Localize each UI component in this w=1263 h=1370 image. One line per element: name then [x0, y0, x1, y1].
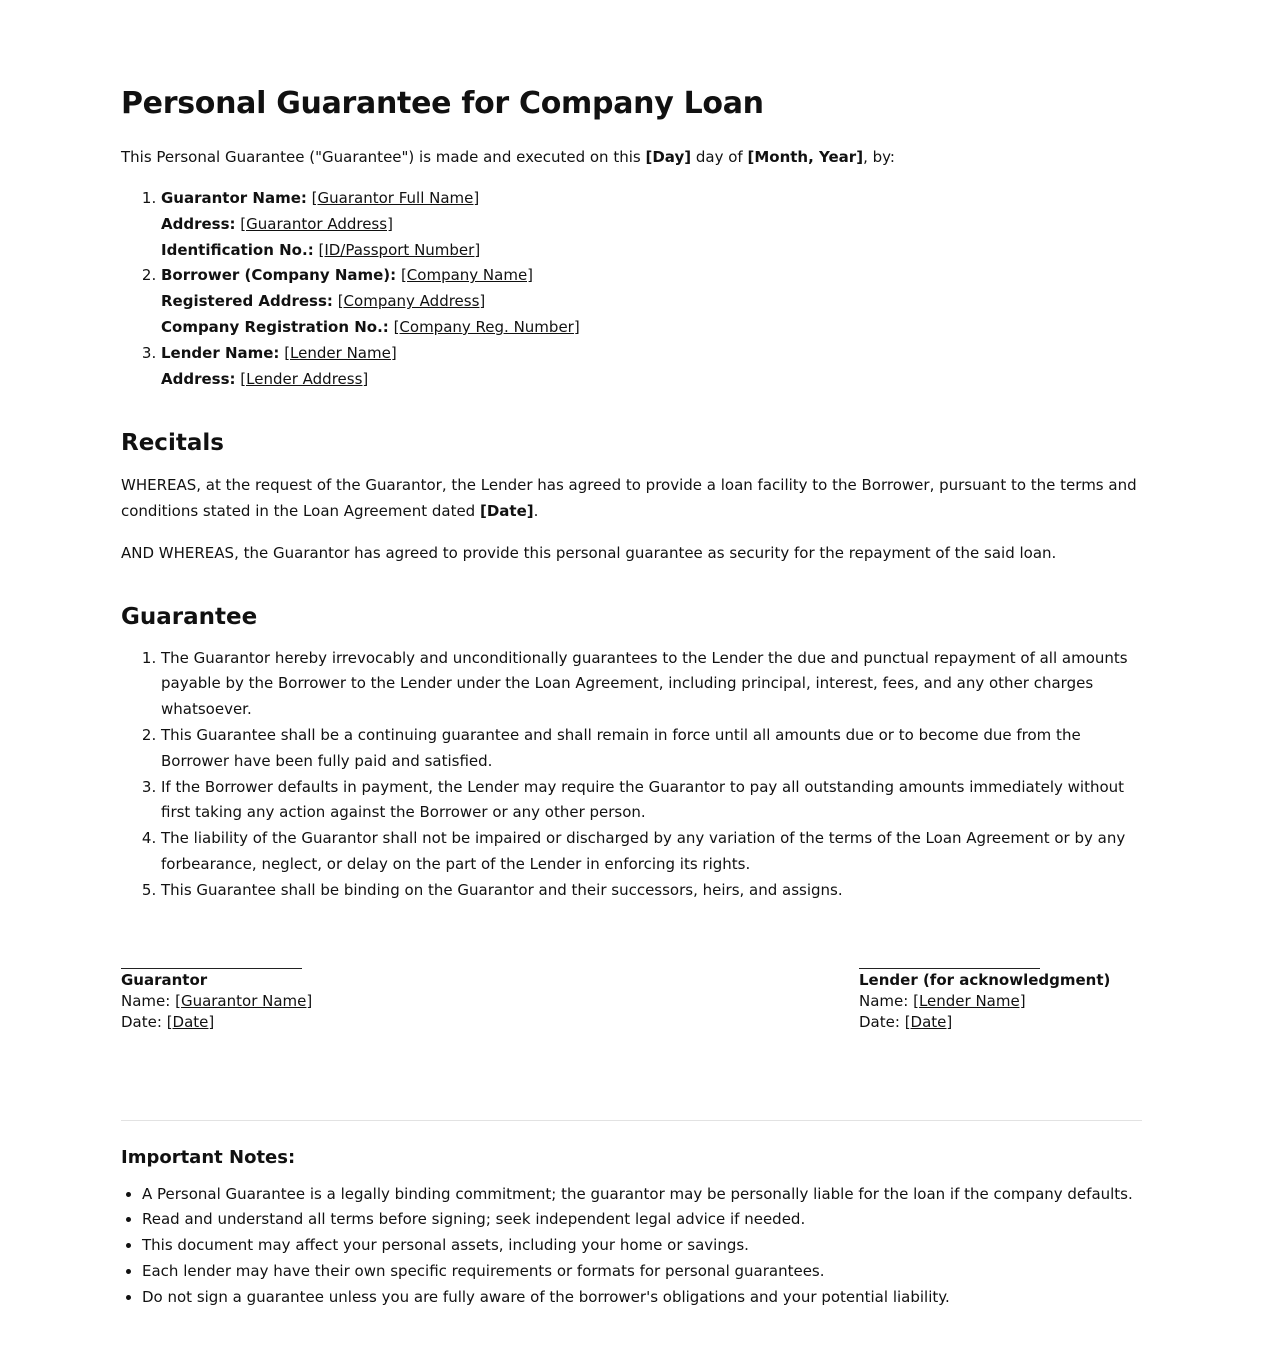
note-item: • A Personal Guarantee is a legally binding commitment; the guarantor may be personally liable for the loan if the company defaults.	[142, 1182, 1142, 1208]
signature-date-row	[859, 1012, 1159, 1033]
note-item: • This document may affect your personal assets, including your home or savings.	[142, 1233, 1142, 1259]
intro-month-year: [Month, Year]	[747, 148, 864, 166]
date-label: Date:	[859, 1012, 900, 1031]
placeholder-lender-date: [Date]	[904, 1012, 953, 1031]
field-label: Company Registration No.:	[161, 317, 389, 336]
field-label: Borrower (Company Name):	[161, 266, 397, 285]
name-label: Name:	[121, 991, 171, 1010]
document-title: Personal Guarantee for Company Loan	[121, 86, 764, 121]
signature-role: Guarantor	[121, 970, 208, 989]
field-label: Address:	[161, 214, 236, 233]
note-item: • Each lender may have their own specific requirements or formats for personal guarantees.	[142, 1259, 1142, 1285]
note-item: • Read and understand all terms before signing; seek independent legal advice if needed.	[142, 1207, 1142, 1233]
placeholder-id-number: [ID/Passport Number]	[318, 240, 481, 259]
placeholder-guarantor-address: [Guarantor Address]	[240, 214, 393, 233]
placeholder-guarantor-name: [Guarantor Name]	[175, 991, 313, 1010]
parties-list	[121, 186, 1142, 392]
section-divider	[121, 1120, 1142, 1121]
recital-paragraph-1	[121, 472, 1142, 524]
guarantee-term: 3. If the Borrower defaults in payment, the Lender may require the Guarantor to pay all outstanding amounts immediately without first taking any action against the Borrower or any other person.	[161, 775, 1142, 827]
field-label: Address:	[161, 369, 236, 388]
note-item: • Do not sign a guarantee unless you are fully aware of the borrower's obligations and your potential liability.	[142, 1285, 1142, 1311]
recital-1-date: [Date]	[480, 501, 534, 520]
intro-suffix: , by:	[863, 148, 895, 166]
date-label: Date:	[121, 1012, 162, 1031]
party-guarantor	[161, 186, 1142, 263]
lender-signature-block	[859, 958, 1159, 1033]
field-label: Identification No.:	[161, 240, 314, 259]
placeholder-guarantor-full-name: [Guarantor Full Name]	[311, 189, 480, 207]
recital-paragraph-2: AND WHEREAS, the Guarantor has agreed to provide this personal guarantee as security for the repayment of the said loan.	[121, 543, 1057, 562]
signature-role: Lender (for acknowledgment)	[859, 970, 1111, 989]
placeholder-company-name: [Company Name]	[400, 266, 534, 285]
notes-list	[121, 1182, 1142, 1311]
signature-line	[859, 968, 1040, 969]
name-label: Name:	[859, 991, 909, 1010]
signature-line	[121, 968, 302, 969]
intro-day: [Day]	[645, 148, 692, 166]
recital-1-end: .	[533, 501, 539, 520]
placeholder-company-address: [Company Address]	[337, 292, 486, 311]
intro-paragraph	[121, 144, 1142, 170]
recitals-heading: Recitals	[121, 430, 224, 457]
signature-section	[121, 958, 1142, 1048]
field-label: Guarantor Name:	[161, 189, 307, 207]
placeholder-lender-sign-name: [Lender Name]	[913, 991, 1026, 1010]
intro-prefix: This Personal Guarantee ("Guarantee") is made and executed on this	[121, 148, 641, 166]
guarantee-term: 2. This Guarantee shall be a continuing guarantee and shall remain in force until all amounts due or to become due from the Borrower have been fully paid and satisfied.	[161, 723, 1142, 775]
party-lender	[161, 341, 1142, 393]
placeholder-company-reg-number: [Company Reg. Number]	[393, 317, 580, 336]
signature-date-row	[121, 1012, 421, 1033]
guarantee-term: 1. The Guarantor hereby irrevocably and unconditionally guarantees to the Lender the due and punctual repayment of all amounts payable by the Borrower to the Lender under the Loan Agreement, including principal, interest, fees, and any other charges whatsoever.	[161, 646, 1142, 723]
guarantee-term: 5. This Guarantee shall be binding on the Guarantor and their successors, heirs, and assigns.	[161, 878, 1142, 904]
placeholder-lender-name: [Lender Name]	[284, 343, 397, 362]
guarantee-terms-list	[121, 646, 1142, 904]
field-label: Lender Name:	[161, 343, 280, 362]
guarantee-term: 4. The liability of the Guarantor shall not be impaired or discharged by any variation of the terms of the Loan Agreement or by any forbearance, neglect, or delay on the part of the Lender in enforcing its rights.	[161, 826, 1142, 878]
party-borrower	[161, 263, 1142, 340]
intro-mid: day of	[695, 148, 743, 166]
recital-1-text: WHEREAS, at the request of the Guarantor, the Lender has agreed to provide a loan facility to the Borrower, pursuant to the terms and conditions stated in the Loan Agreement dated	[121, 475, 1137, 520]
notes-heading: Important Notes:	[121, 1146, 296, 1168]
document-page	[121, 0, 1142, 1311]
guarantor-signature-block	[121, 958, 421, 1033]
placeholder-lender-address: [Lender Address]	[240, 369, 369, 388]
field-label: Registered Address:	[161, 292, 333, 311]
signature-name-row	[121, 991, 421, 1012]
placeholder-guarantor-date: [Date]	[166, 1012, 215, 1031]
signature-name-row	[859, 991, 1159, 1012]
guarantee-heading: Guarantee	[121, 603, 258, 630]
